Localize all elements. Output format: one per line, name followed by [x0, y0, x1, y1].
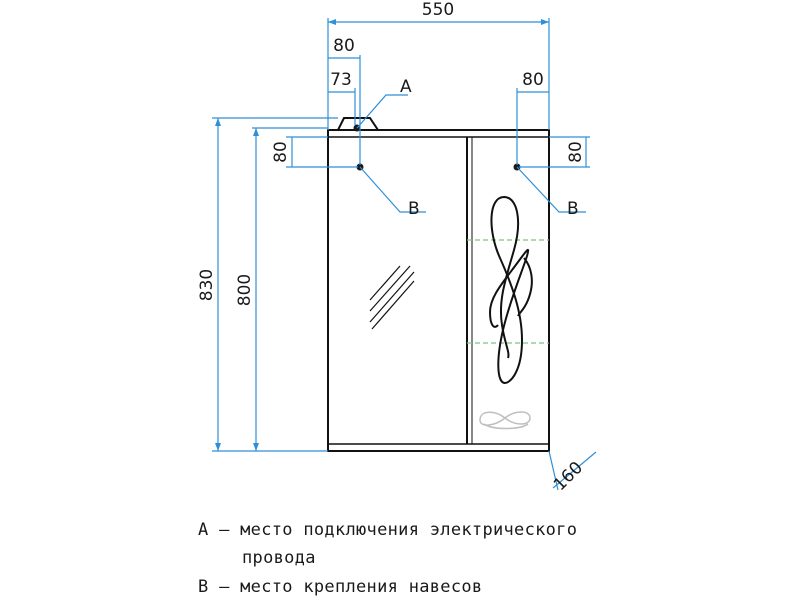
ornament-stroke-2 [501, 197, 518, 358]
legend-b-line: В – место крепления навесов [198, 577, 483, 597]
door-ornament [490, 197, 532, 383]
arrow-6 [253, 443, 259, 451]
door-logo [480, 412, 530, 429]
marker-b-right: B [567, 199, 579, 219]
arrow-3 [215, 118, 221, 126]
label-800: 800 [235, 273, 255, 307]
marker-b-left: B [408, 199, 420, 219]
legend-a-line1: А – место подключения электрического [198, 520, 578, 540]
legend-a-line2: провода [242, 548, 316, 568]
glare-line-4 [372, 281, 414, 329]
label-left-80: 80 [333, 36, 355, 56]
arrow-2 [541, 19, 549, 25]
label-right-vertical-80: 80 [566, 141, 586, 163]
label-160: 160 [549, 457, 588, 496]
points [354, 125, 521, 171]
label-left-vertical-80: 80 [271, 141, 291, 163]
shelves [467, 240, 549, 343]
label-right-80: 80 [522, 70, 544, 90]
leader-a [357, 95, 408, 128]
arrow-1 [328, 19, 336, 25]
logo-loop [480, 412, 530, 425]
label-73: 73 [330, 70, 352, 90]
label-830: 830 [197, 268, 217, 302]
arrow-4 [215, 443, 221, 451]
glare-line-2 [370, 266, 410, 311]
marker-a: A [400, 77, 412, 97]
label-550: 550 [421, 0, 455, 20]
mirror-glare [370, 266, 414, 329]
dimension-arrows [215, 19, 549, 451]
ornament-stroke-3 [518, 258, 532, 316]
arrow-5 [253, 128, 259, 136]
glare-line-3 [370, 272, 414, 322]
